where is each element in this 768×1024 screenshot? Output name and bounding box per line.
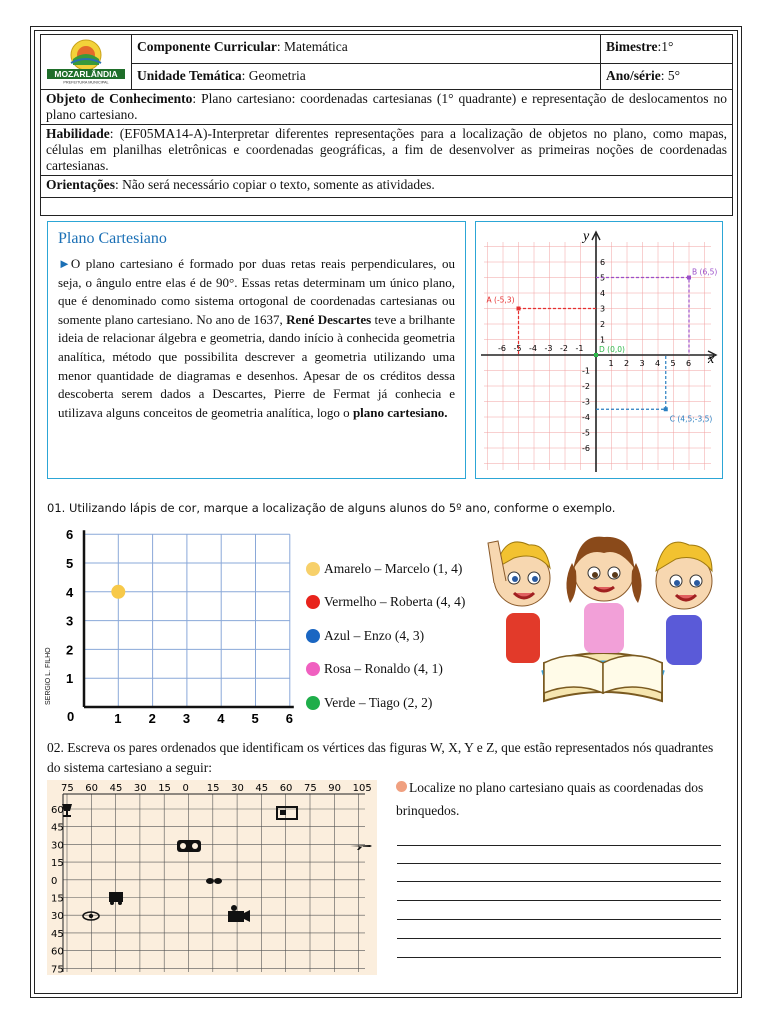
point-marker — [517, 307, 521, 311]
logo-subtext: PREFEITURA MUNICIPAL — [63, 80, 109, 85]
y-tick-label: 6 — [600, 258, 606, 267]
brinquedos-text: Localize no plano cartesiano quais as coordenadas dos brinquedos. — [396, 780, 704, 818]
legend-item — [306, 619, 465, 653]
legend-label: Amarelo – Marcelo (1, 4) — [324, 560, 463, 576]
point-label: C (4,5;-3,5) — [669, 414, 713, 424]
orientacoes-cell — [41, 176, 733, 198]
color-dot-icon — [306, 562, 320, 576]
y-tick-label: 4 — [66, 584, 74, 600]
legend-label: Vermelho – Roberta (4, 4) — [324, 594, 466, 610]
y-tick-label: -3 — [582, 397, 590, 407]
x-tick-label: -4 — [529, 344, 537, 353]
x-tick-label: 6 — [686, 359, 692, 368]
habilidade-label: Habilidade — [46, 126, 110, 141]
y-tick-label: 6 — [66, 527, 74, 543]
x-tick-label: 15 — [206, 783, 220, 794]
x-tick-label: 0 — [67, 709, 75, 724]
x-tick-label: -6 — [498, 344, 506, 353]
unidade-value: : Geometria — [241, 67, 306, 83]
y-tick-label: -2 — [582, 382, 590, 391]
y-tick-label: -4 — [582, 413, 590, 422]
objeto-cell — [41, 90, 733, 125]
y-tick-label: -1 — [582, 366, 590, 376]
legend-item — [306, 653, 465, 687]
legend-label: Verde – Tiago (2, 2) — [324, 694, 433, 710]
y-tick-label: 60 — [51, 805, 64, 816]
plano-text-2: teve a brilhante ideia de relacionar álgebra e geometria, dando início à conhecida geometria analítica, método que possibilita descrever a geometria utilizando uma menor quantidade de diagramas e desenhos. Apesar de os créditos dessa descoberta serem dados a Descartes, Pierre de Fermat já conhecia e utilizava alguns conceitos de geometria analítica, logo o — [58, 311, 455, 420]
color-dot-icon — [306, 595, 320, 609]
legend-item — [306, 586, 465, 620]
arrow-icon: ► — [58, 256, 71, 271]
y-tick-label: 1 — [600, 335, 606, 345]
point-marker — [594, 353, 598, 357]
answer-line[interactable] — [397, 900, 721, 901]
y-tick-label: 5 — [66, 556, 74, 571]
x-tick-label: 1 — [608, 359, 614, 368]
question-1-legend — [306, 552, 465, 720]
children-reading-illustration — [484, 523, 720, 708]
plano-text-1: O plano cartesiano é formado por duas retas reais perpendiculares, ou seja, o ângulo entre elas é de 90°. Essas retas determinam um único plano, que é denominado como sistema ortogonal de coordenadas cartesianas ou somente plano cartesiano. No ano de 1637, — [58, 256, 455, 327]
y-tick-label: 3 — [66, 613, 74, 629]
x-tick-label: -1 — [575, 344, 584, 353]
color-dot-icon — [306, 662, 320, 676]
y-tick-label: 15 — [51, 893, 64, 905]
bullet-icon — [396, 781, 407, 792]
municipality-logo — [41, 35, 131, 85]
y-tick-label: 0 — [51, 875, 58, 887]
y-tick-label: 60 — [51, 946, 64, 958]
legend-item — [306, 686, 465, 720]
x-tick-label: 5 — [251, 711, 259, 725]
legend-item — [306, 552, 465, 586]
x-tick-label: 3 — [182, 711, 191, 725]
answer-line[interactable] — [397, 957, 721, 958]
blank-row — [41, 198, 733, 216]
plano-paragraph — [58, 255, 455, 422]
x-tick-label: 45 — [109, 783, 123, 794]
example-point — [111, 585, 125, 599]
point-marker — [664, 407, 668, 411]
cartesian-example-chart — [476, 222, 721, 477]
plano-bold-1: René Descartes — [286, 311, 372, 327]
orientacoes-label: Orientações — [46, 177, 115, 192]
point-label: B (6,5) — [692, 267, 718, 277]
color-dot-icon — [306, 696, 320, 710]
bimestre-cell — [601, 35, 733, 64]
y-tick-label: -6 — [582, 444, 590, 453]
orientacoes-value: : Não será necessário copiar o texto, somente as atividades. — [114, 177, 435, 192]
y-axis-label: y — [583, 229, 590, 244]
unidade-cell — [132, 63, 601, 89]
legend-label: Rosa – Ronaldo (4, 1) — [324, 661, 443, 677]
x-axis-label: x — [708, 352, 715, 367]
ano-value: : 5° — [660, 67, 681, 83]
x-tick-label: 1 — [114, 711, 122, 725]
y-tick-label: -5 — [582, 428, 590, 438]
objeto-label: Objeto de Conhecimento — [46, 91, 193, 106]
x-tick-label: 105 — [352, 783, 372, 794]
y-tick-label: 15 — [51, 858, 64, 870]
answer-line[interactable] — [397, 863, 721, 864]
plano-text-box — [47, 221, 466, 479]
question-2-text: 02. Escreva os pares ordenados que identificam os vértices das figuras W, X, Y e Z, que estão representados nós quadrantes do sistema cartesiano a seguir: — [47, 740, 714, 775]
x-tick-label: -3 — [544, 344, 553, 353]
x-tick-label: 75 — [61, 783, 74, 794]
plano-title: Plano Cartesiano — [58, 230, 167, 247]
x-tick-label: 3 — [639, 359, 645, 368]
header-table — [40, 34, 733, 216]
question-1-grid — [55, 525, 300, 725]
x-tick-label: -2 — [560, 344, 568, 353]
componente-label: Componente Curricular — [137, 39, 277, 54]
componente-cell — [132, 35, 601, 64]
x-tick-label: 15 — [158, 783, 171, 794]
habilidade-cell — [41, 125, 733, 176]
y-tick-label: 45 — [51, 822, 64, 834]
y-tick-label: 30 — [51, 840, 64, 852]
answer-line[interactable] — [397, 919, 721, 920]
color-dot-icon — [306, 629, 320, 643]
point-label: D (0,0) — [599, 345, 625, 354]
x-tick-label: 2 — [624, 359, 630, 368]
x-tick-label: 30 — [231, 783, 244, 794]
question-1-text: 01. Utilizando lápis de cor, marque a localização de alguns alunos do 5º ano, conforme o exemplo. — [47, 501, 616, 515]
ano-label: Ano/série — [606, 67, 661, 83]
x-tick-label: -5 — [513, 344, 522, 353]
y-tick-label: 2 — [66, 642, 74, 658]
objeto-value: : Plano cartesiano: coordenadas cartesianas (1° quadrante) e representação de deslocamentos no plano cartesiano. — [46, 91, 727, 122]
answer-line[interactable] — [397, 845, 721, 846]
x-tick-label: 5 — [670, 359, 676, 368]
x-tick-label: 30 — [133, 783, 147, 794]
boombox-icon — [177, 840, 201, 852]
credit-text: SERGIO L. FILHO — [45, 647, 52, 705]
x-tick-label: 90 — [328, 783, 342, 794]
y-tick-label: 3 — [600, 304, 606, 314]
y-tick-label: 30 — [51, 911, 64, 923]
x-tick-label: 6 — [285, 711, 294, 725]
brinquedos-instruction — [396, 776, 726, 822]
habilidade-value: : (EF05MA14-A)-Interpretar diferentes representações para a localização de objetos no plano, como mapas, células em planilhas eletrônicas e coordenadas geográficas, a fim de desenvolver as primeiras noções de coordenadas cartesianas. — [46, 126, 727, 173]
x-tick-label: 60 — [85, 783, 99, 794]
logo-cell — [41, 35, 132, 90]
y-tick-label: 1 — [66, 671, 74, 687]
x-tick-label: 75 — [304, 783, 317, 794]
y-tick-label: 2 — [600, 320, 606, 329]
y-tick-label: 5 — [600, 273, 606, 283]
x-tick-label: 4 — [217, 711, 225, 725]
y-tick-label: 45 — [51, 928, 64, 940]
y-tick-label: 75 — [51, 964, 64, 975]
x-tick-label: 60 — [279, 783, 293, 794]
x-tick-label: 0 — [182, 783, 189, 794]
unidade-label: Unidade Temática — [137, 67, 242, 83]
ano-cell — [601, 63, 733, 89]
cartesian-example-box — [475, 221, 723, 479]
x-tick-label: 4 — [655, 359, 661, 368]
point-marker — [687, 276, 691, 280]
componente-value: : Matemática — [276, 39, 348, 54]
point-label: A (-5,3) — [486, 295, 515, 305]
bimestre-value: :1° — [657, 39, 674, 54]
x-tick-label: 2 — [148, 711, 156, 725]
logo-text: MOZARLÂNDIA — [54, 69, 118, 79]
answer-line[interactable] — [397, 881, 721, 882]
bimestre-label: Bimestre — [606, 39, 658, 54]
question-2-grid — [47, 780, 377, 975]
x-tick-label: 45 — [255, 783, 269, 794]
y-tick-label: 4 — [600, 289, 606, 298]
legend-label: Azul – Enzo (4, 3) — [324, 627, 425, 643]
plano-bold-2: plano cartesiano. — [352, 404, 448, 420]
answer-line[interactable] — [397, 938, 721, 939]
